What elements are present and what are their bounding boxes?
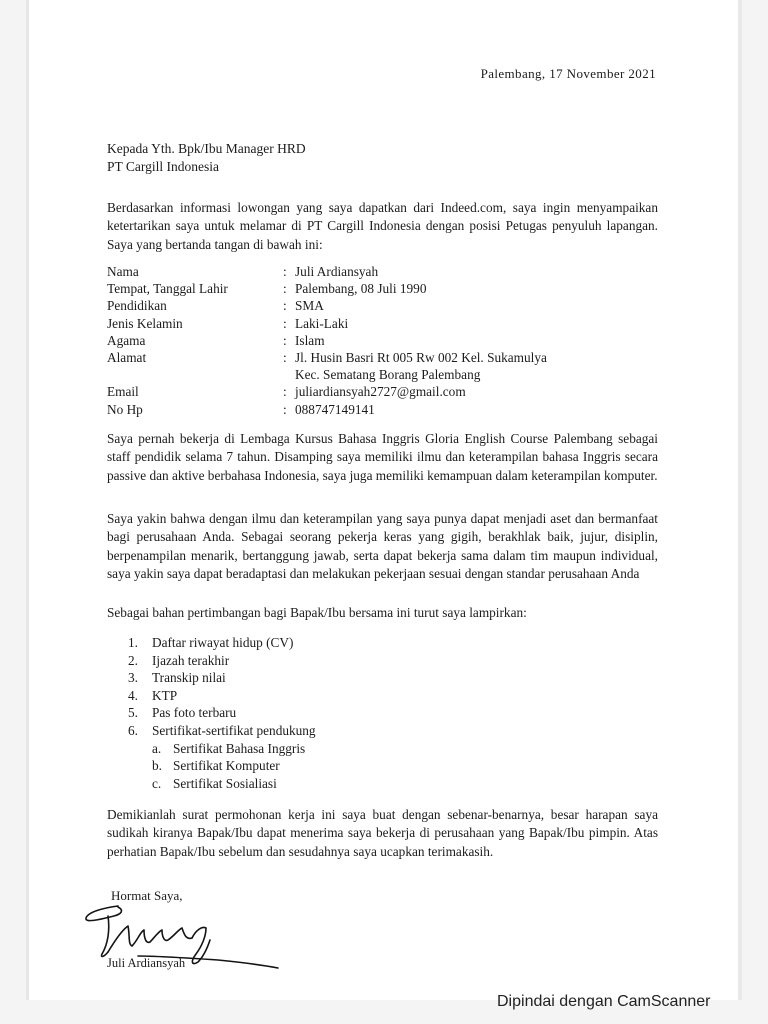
identity-row: [107, 401, 655, 418]
signer-name: Juli Ardiansyah: [107, 956, 186, 970]
identity-row: [107, 263, 655, 280]
identity-value: juliardiansyah2727@gmail.com: [295, 384, 466, 400]
list-number: 2.: [128, 652, 138, 668]
list-text: KTP: [152, 687, 178, 703]
identity-colon: :: [283, 281, 287, 297]
identity-colon: :: [283, 384, 287, 400]
identity-row: [107, 315, 655, 332]
recipient-block: [107, 140, 306, 176]
applicant-identity-table: [107, 263, 655, 418]
identity-colon: :: [283, 332, 287, 348]
sublist-item: [152, 775, 316, 793]
confidence-paragraph: Saya yakin bahwa dengan ilmu dan keterampilan yang saya punya dapat menjadi aset dan bermanfaat bagi perusahaan Anda. Sebagai seorang pekerja keras yang gigih, berakhlak baik, jujur, disiplin, berpenampilan menarik, bertanggung jawab, serta dapat bekerja sama dalam tim maupun individual, saya yakin saya dapat beradaptasi dan melakukan pekerjaan sesuai dengan standar perusahaan Anda: [107, 511, 658, 582]
closing-paragraph: Demikianlah surat permohonan kerja ini saya buat dengan sebenar-benarnya, besar harapan saya sudikah kiranya Bapak/Ibu dapat menerima saya bekerja di perusahaan yang Bapak/Ibu pimpin. Atas perhatian Bapak/Ibu sebelum dan sesudahnya saya ucapkan terimakasih.: [107, 807, 658, 859]
list-number: 5.: [128, 705, 138, 721]
sublist-text: Sertifikat Bahasa Inggris: [173, 740, 306, 756]
sublist-item: [152, 757, 316, 775]
identity-value: SMA: [295, 298, 324, 314]
identity-colon: :: [283, 349, 287, 365]
address-line-2: Kec. Sematang Borang Palembang: [295, 367, 481, 383]
identity-label: Tempat, Tanggal Lahir: [107, 281, 228, 297]
list-number: 4.: [128, 687, 138, 703]
sublist-text: Sertifikat Komputer: [173, 758, 280, 774]
sublist-letter: b.: [152, 758, 162, 774]
address-line-1: Jl. Husin Basri Rt 005 Rw 002 Kel. Sukamulya: [295, 349, 547, 365]
list-item: [128, 652, 316, 670]
identity-label: Nama: [107, 264, 139, 279]
list-number: 6.: [128, 722, 138, 738]
list-text: Daftar riwayat hidup (CV): [152, 635, 294, 650]
list-number: 3.: [128, 670, 138, 686]
list-text: Sertifikat-sertifikat pendukung: [152, 722, 316, 738]
list-item: [128, 634, 316, 652]
page-edge-shadow: [738, 0, 742, 1000]
list-item: [128, 669, 316, 687]
list-item: [128, 704, 316, 722]
identity-row: [107, 297, 655, 314]
identity-row: [107, 280, 655, 297]
identity-colon: :: [283, 315, 287, 331]
list-number: 1.: [128, 635, 138, 650]
identity-colon: :: [283, 298, 287, 314]
identity-value-multiline: [295, 349, 655, 383]
list-text: Transkip nilai: [152, 670, 226, 686]
identity-label: Pendidikan: [107, 298, 167, 314]
list-item: [128, 687, 316, 705]
identity-colon: :: [283, 264, 287, 279]
experience-paragraph: Saya pernah bekerja di Lembaga Kursus Bahasa Inggris Gloria English Course Palembang sebagai staff pendidik selama 7 tahun. Disamping saya memiliki ilmu dan keterampilan bahasa Inggris secara passive dan aktive berbahasa Indonesia, saya juga memiliki kemampuan dalam keterampilan komputer.: [107, 431, 658, 483]
identity-value: 088747149141: [295, 401, 375, 417]
recipient-line: Kepada Yth. Bpk/Ibu Manager HRD: [107, 141, 306, 156]
list-text: Ijazah terakhir: [152, 652, 230, 668]
list-item: [128, 722, 316, 740]
attachments-intro: Sebagai bahan pertimbangan bagi Bapak/Ibu bersama ini turut saya lampirkan:: [107, 605, 527, 620]
identity-colon: :: [283, 401, 287, 417]
letter-date: Palembang, 17 November 2021: [480, 66, 656, 81]
page-edge-shadow: [26, 0, 29, 1000]
identity-row: [107, 383, 655, 400]
identity-label: No Hp: [107, 401, 143, 417]
identity-label: Alamat: [107, 349, 147, 365]
certificates-sublist: [152, 740, 316, 793]
sublist-letter: a.: [152, 740, 162, 756]
identity-value: Palembang, 08 Juli 1990: [295, 281, 427, 297]
sublist-text: Sertifikat Sosialiasi: [173, 775, 277, 791]
recipient-company: PT Cargill Indonesia: [107, 159, 219, 174]
intro-paragraph: Berdasarkan informasi lowongan yang saya dapatkan dari Indeed.com, saya ingin menyampaikan ketertarikan saya untuk melamar di PT Cargill Indonesia dengan posisi Petugas penyuluh lapangan. Saya yang bertanda tangan di bawah ini:: [107, 200, 658, 252]
identity-label: Email: [107, 384, 139, 400]
signoff-text: Hormat Saya,: [111, 888, 183, 903]
identity-value: Juli Ardiansyah: [295, 264, 379, 279]
list-text: Pas foto terbaru: [152, 705, 237, 721]
identity-label: Jenis Kelamin: [107, 315, 183, 331]
sublist-item: [152, 740, 316, 758]
sublist-letter: c.: [152, 775, 162, 791]
identity-value: Islam: [295, 332, 325, 348]
attachments-list: [128, 634, 316, 792]
identity-value: Laki-Laki: [295, 315, 349, 331]
identity-row: [107, 332, 655, 349]
identity-label: Agama: [107, 332, 146, 348]
identity-row: [107, 349, 655, 383]
camscanner-watermark: Dipindai dengan CamScanner: [497, 993, 711, 1010]
